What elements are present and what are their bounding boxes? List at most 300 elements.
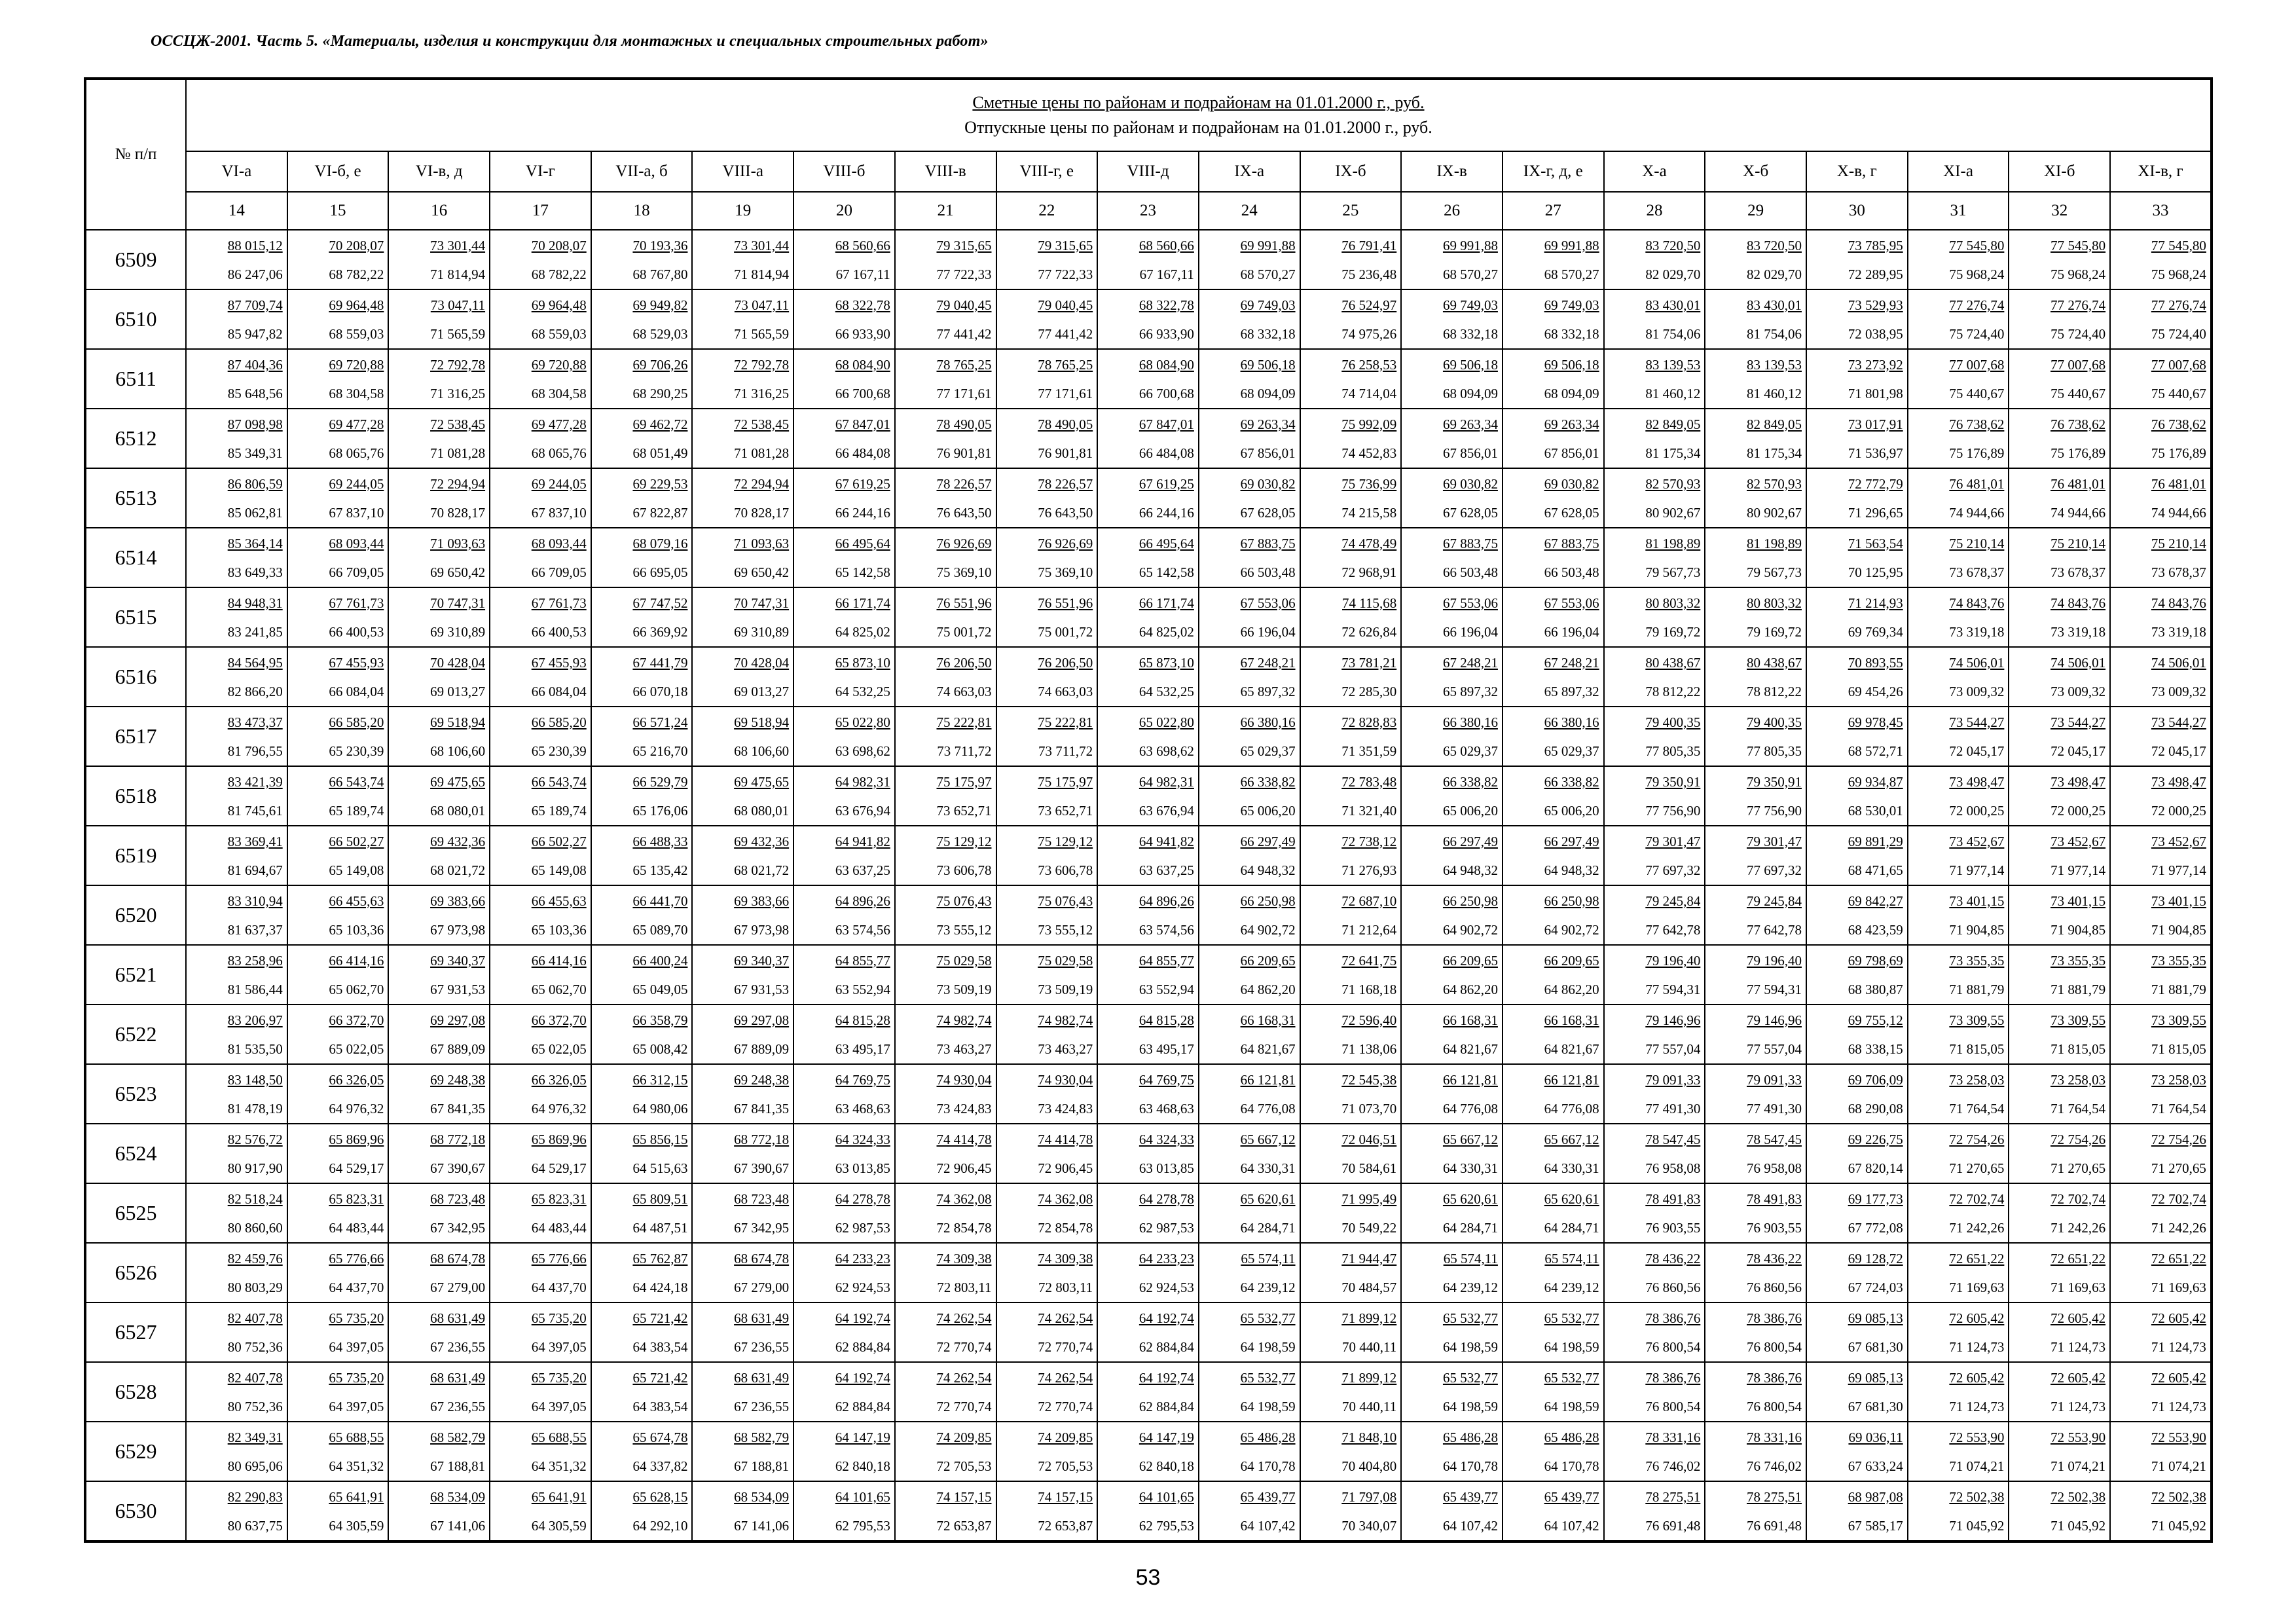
release-price: 80 803,29: [227, 1279, 283, 1295]
price-cell: [1300, 766, 1402, 826]
release-price: 72 854,78: [1038, 1219, 1093, 1236]
release-price: 67 889,09: [734, 1041, 790, 1057]
estimate-price: 74 115,68: [1342, 595, 1397, 611]
release-price: 68 572,71: [1848, 743, 1903, 759]
estimate-price: 83 139,53: [1747, 356, 1802, 373]
price-cell: [895, 230, 996, 289]
price-cell: [793, 409, 895, 468]
release-price: 82 029,70: [1747, 266, 1802, 282]
price-cell: [1806, 826, 1908, 885]
price-cell: [186, 528, 287, 587]
price-cell: [793, 349, 895, 409]
estimate-price: 78 226,57: [936, 475, 992, 492]
estimate-price: 65 762,87: [632, 1250, 688, 1266]
price-cell: [895, 1183, 996, 1243]
table-row: [85, 1243, 2212, 1302]
release-price: 72 968,91: [1341, 564, 1397, 580]
region-header: IX-в: [1401, 151, 1503, 192]
price-cell: [388, 230, 490, 289]
price-cell: [692, 1422, 793, 1481]
release-price: 76 691,48: [1747, 1517, 1802, 1534]
estimate-price: 72 702,74: [2151, 1190, 2206, 1207]
release-price: 65 897,32: [1544, 683, 1599, 699]
release-price: 75 369,10: [936, 564, 992, 580]
price-cell: [287, 1064, 389, 1124]
release-price: 62 884,84: [835, 1398, 890, 1414]
release-price: 76 958,08: [1747, 1160, 1802, 1176]
release-price: 71 270,65: [1949, 1160, 2005, 1176]
price-cell: [692, 587, 793, 647]
release-price: 73 463,27: [936, 1041, 992, 1057]
estimate-price: 68 772,18: [430, 1131, 486, 1147]
price-cell: [591, 826, 693, 885]
release-price: 64 351,32: [531, 1458, 587, 1474]
release-price: 65 029,37: [1240, 743, 1296, 759]
release-price: 62 987,53: [1139, 1219, 1194, 1236]
release-price: 73 652,71: [936, 802, 992, 819]
estimate-price: 87 709,74: [227, 297, 283, 313]
column-number: 28: [1604, 192, 1705, 230]
price-cell: [1097, 1183, 1199, 1243]
release-price: 83 649,33: [227, 564, 283, 580]
row-number: 6520: [85, 885, 186, 945]
estimate-price: 69 477,28: [329, 416, 384, 432]
estimate-price: 74 843,76: [2151, 595, 2206, 611]
release-price: 77 441,42: [1038, 325, 1093, 342]
release-price: 64 170,78: [1240, 1458, 1296, 1474]
price-cell: [1503, 945, 1604, 1005]
row-number: 6528: [85, 1362, 186, 1422]
price-cell: [186, 1005, 287, 1064]
column-number: 17: [490, 192, 591, 230]
price-cell: [1604, 1362, 1705, 1422]
estimate-price: 66 488,33: [632, 833, 688, 849]
price-cell: [287, 1481, 389, 1541]
estimate-price: 71 563,54: [1848, 535, 1903, 551]
release-price: 81 175,34: [1747, 445, 1802, 461]
price-cell: [186, 647, 287, 707]
estimate-price: 73 401,15: [2151, 893, 2206, 909]
price-cell: [287, 1243, 389, 1302]
release-price: 64 292,10: [632, 1517, 688, 1534]
estimate-price: 72 605,42: [2151, 1369, 2206, 1386]
release-price: 75 724,40: [2151, 325, 2206, 342]
price-cell: [186, 885, 287, 945]
column-number: 15: [287, 192, 389, 230]
table-row: [85, 587, 2212, 647]
row-number-header: № п/п: [85, 79, 186, 230]
release-price: 69 650,42: [734, 564, 790, 580]
price-cell: [1300, 409, 1402, 468]
release-price: 64 483,44: [329, 1219, 384, 1236]
estimate-price: 74 414,78: [1038, 1131, 1093, 1147]
price-cell: [1604, 1422, 1705, 1481]
estimate-price: 66 380,16: [1442, 714, 1498, 730]
price-cell: [1097, 528, 1199, 587]
release-price: 73 509,19: [936, 981, 992, 997]
price-cell: [996, 766, 1098, 826]
price-cell: [1300, 1064, 1402, 1124]
estimate-price: 70 893,55: [1848, 654, 1903, 671]
region-header: VI-б, е: [287, 151, 389, 192]
estimate-price: 66 358,79: [632, 1012, 688, 1028]
price-cell: [1604, 409, 1705, 468]
release-price: 64 397,05: [531, 1338, 587, 1355]
estimate-price: 66 168,31: [1544, 1012, 1599, 1028]
region-header: VI-г: [490, 151, 591, 192]
estimate-price: 79 315,65: [936, 237, 992, 253]
estimate-price: 77 276,74: [2151, 297, 2206, 313]
estimate-price: 79 245,84: [1747, 893, 1802, 909]
price-cell: [1401, 1183, 1503, 1243]
price-cell: [2009, 647, 2110, 707]
column-number: 18: [591, 192, 693, 230]
price-cell: [895, 945, 996, 1005]
region-header: VII-а, б: [591, 151, 693, 192]
release-price: 78 812,22: [1645, 683, 1701, 699]
estimate-price: 69 462,72: [632, 416, 688, 432]
estimate-price: 69 263,34: [1240, 416, 1296, 432]
row-number: 6515: [85, 587, 186, 647]
price-cell: [287, 647, 389, 707]
estimate-price: 68 534,09: [430, 1488, 486, 1505]
estimate-price: 69 263,34: [1442, 416, 1498, 432]
estimate-price: 77 545,80: [2151, 237, 2206, 253]
release-price: 69 454,26: [1848, 683, 1903, 699]
estimate-price: 69 226,75: [1848, 1131, 1903, 1147]
release-price: 72 705,53: [936, 1458, 992, 1474]
row-number: 6513: [85, 468, 186, 528]
price-cell: [1401, 289, 1503, 349]
price-cell: [2009, 766, 2110, 826]
estimate-price: 84 564,95: [227, 654, 283, 671]
price-cell: [1604, 885, 1705, 945]
price-cell: [591, 1064, 693, 1124]
table-row: [85, 766, 2212, 826]
release-price: 67 342,95: [734, 1219, 790, 1236]
price-cell: [186, 289, 287, 349]
estimate-price: 66 380,16: [1544, 714, 1599, 730]
release-price: 64 862,20: [1544, 981, 1599, 997]
price-cell: [2110, 1481, 2212, 1541]
price-cell: [1097, 1302, 1199, 1362]
release-price: 67 390,67: [430, 1160, 486, 1176]
release-price: 72 906,45: [1038, 1160, 1093, 1176]
release-price: 77 171,61: [936, 385, 992, 401]
price-cell: [1097, 587, 1199, 647]
price-cell: [1908, 1064, 2009, 1124]
release-price: 64 305,59: [329, 1517, 384, 1534]
release-price: 63 013,85: [1139, 1160, 1194, 1176]
estimate-price: 73 781,21: [1341, 654, 1397, 671]
price-cell: [287, 528, 389, 587]
release-price: 68 471,65: [1848, 862, 1903, 878]
release-price: 81 460,12: [1645, 385, 1701, 401]
estimate-price: 65 532,77: [1240, 1310, 1296, 1326]
estimate-price: 78 226,57: [1038, 475, 1093, 492]
release-price: 73 009,32: [2151, 683, 2206, 699]
estimate-price: 69 949,82: [632, 297, 688, 313]
price-cell: [388, 945, 490, 1005]
price-cell: [2009, 1302, 2110, 1362]
release-price: 71 815,05: [1949, 1041, 2005, 1057]
price-cell: [591, 647, 693, 707]
estimate-price: 66 502,27: [531, 833, 587, 849]
estimate-price: 73 544,27: [1949, 714, 2005, 730]
table-row: [85, 1422, 2212, 1481]
price-cell: [388, 289, 490, 349]
price-cell: [895, 826, 996, 885]
price-cell: [895, 707, 996, 766]
estimate-price: 77 276,74: [1949, 297, 2005, 313]
release-price: 73 009,32: [1949, 683, 2005, 699]
release-price: 68 570,27: [1240, 266, 1296, 282]
release-price: 65 189,74: [329, 802, 384, 819]
release-price: 64 529,17: [531, 1160, 587, 1176]
estimate-price: 65 532,77: [1544, 1310, 1599, 1326]
price-cell: [996, 826, 1098, 885]
estimate-price: 82 570,93: [1645, 475, 1701, 492]
price-cell: [1300, 289, 1402, 349]
release-price: 70 828,17: [430, 504, 486, 521]
price-cell: [490, 1243, 591, 1302]
estimate-price: 65 823,31: [329, 1190, 384, 1207]
price-cell: [186, 1362, 287, 1422]
price-cell: [1401, 1005, 1503, 1064]
estimate-price: 83 430,01: [1747, 297, 1802, 313]
price-cell: [1806, 1362, 1908, 1422]
column-number: 30: [1806, 192, 1908, 230]
price-cell: [793, 885, 895, 945]
estimate-price: 73 355,35: [2050, 952, 2106, 969]
estimate-price: 83 148,50: [227, 1071, 283, 1088]
release-price: 67 889,09: [430, 1041, 486, 1057]
price-cell: [1401, 1362, 1503, 1422]
release-price: 67 188,81: [734, 1458, 790, 1474]
price-cell: [1300, 230, 1402, 289]
release-price: 72 803,11: [1038, 1279, 1093, 1295]
price-cell: [1097, 647, 1199, 707]
estimate-price: 79 315,65: [1038, 237, 1093, 253]
price-cell: [1806, 1124, 1908, 1183]
release-price: 77 594,31: [1747, 981, 1802, 997]
price-cell: [1806, 1481, 1908, 1541]
estimate-price: 68 674,78: [734, 1250, 790, 1266]
release-price: 64 397,05: [329, 1338, 384, 1355]
price-cell: [1097, 1243, 1199, 1302]
estimate-price: 66 250,98: [1240, 893, 1296, 909]
estimate-price: 69 706,09: [1848, 1071, 1903, 1088]
row-number: 6529: [85, 1422, 186, 1481]
release-price: 64 862,20: [1442, 981, 1498, 997]
release-price: 66 933,90: [835, 325, 890, 342]
release-price: 66 709,05: [329, 564, 384, 580]
estimate-price: 73 273,92: [1848, 356, 1903, 373]
price-cell: [1199, 230, 1300, 289]
release-price: 75 236,48: [1341, 266, 1397, 282]
release-price: 70 125,95: [1848, 564, 1903, 580]
release-price: 62 795,53: [835, 1517, 890, 1534]
price-cell: [996, 1362, 1098, 1422]
estimate-price: 73 309,55: [2050, 1012, 2106, 1028]
estimate-price: 65 641,91: [329, 1488, 384, 1505]
estimate-price: 73 498,47: [2151, 773, 2206, 790]
price-cell: [1604, 826, 1705, 885]
release-price: 74 944,66: [2151, 504, 2206, 521]
estimate-price: 67 747,52: [632, 595, 688, 611]
price-cell: [1908, 349, 2009, 409]
price-cell: [1908, 885, 2009, 945]
estimate-price: 72 596,40: [1341, 1012, 1397, 1028]
estimate-price: 68 631,49: [734, 1369, 790, 1386]
row-number: 6524: [85, 1124, 186, 1183]
price-cell: [186, 230, 287, 289]
estimate-price: 76 738,62: [1949, 416, 2005, 432]
price-cell: [1300, 349, 1402, 409]
price-cell: [1401, 647, 1503, 707]
estimate-price: 64 941,82: [1139, 833, 1194, 849]
price-cell: [388, 826, 490, 885]
release-price: 66 070,18: [632, 683, 688, 699]
release-price: 71 881,79: [2151, 981, 2206, 997]
release-price: 70 584,61: [1341, 1160, 1397, 1176]
price-cell: [692, 1481, 793, 1541]
estimate-price: 65 486,28: [1442, 1429, 1498, 1445]
release-price: 62 884,84: [1139, 1338, 1194, 1355]
release-price: 68 332,18: [1240, 325, 1296, 342]
estimate-price: 66 495,64: [1139, 535, 1194, 551]
estimate-price: 82 576,72: [227, 1131, 283, 1147]
estimate-price: 69 720,88: [329, 356, 384, 373]
estimate-price: 76 206,50: [936, 654, 992, 671]
estimate-price: 83 206,97: [227, 1012, 283, 1028]
price-cell: [1401, 1124, 1503, 1183]
price-cell: [793, 1481, 895, 1541]
release-price: 65 230,39: [329, 743, 384, 759]
release-caption: Отпускные цены по районам и подрайонам на 01.01.2000 г., руб.: [964, 118, 1432, 137]
estimate-price: 65 735,20: [531, 1310, 587, 1326]
release-price: 64 239,12: [1442, 1279, 1498, 1295]
release-price: 72 770,74: [1038, 1338, 1093, 1355]
release-price: 76 643,50: [1038, 504, 1093, 521]
price-cell: [591, 885, 693, 945]
release-price: 68 065,76: [329, 445, 384, 461]
release-price: 65 006,20: [1442, 802, 1498, 819]
release-price: 71 045,92: [1949, 1517, 2005, 1534]
release-price: 64 383,54: [632, 1398, 688, 1414]
release-price: 64 198,59: [1544, 1338, 1599, 1355]
estimate-price: 78 331,16: [1747, 1429, 1802, 1445]
release-price: 73 009,32: [2050, 683, 2106, 699]
price-cell: [1806, 707, 1908, 766]
release-price: 68 290,25: [632, 385, 688, 401]
estimate-price: 65 776,66: [329, 1250, 384, 1266]
release-price: 77 171,61: [1038, 385, 1093, 401]
estimate-price: 76 206,50: [1038, 654, 1093, 671]
release-price: 65 149,08: [329, 862, 384, 878]
release-price: 71 124,73: [1949, 1338, 2005, 1355]
price-cell: [1097, 1005, 1199, 1064]
price-cell: [186, 409, 287, 468]
estimate-price: 69 506,18: [1240, 356, 1296, 373]
release-price: 73 424,83: [936, 1100, 992, 1116]
release-price: 66 400,53: [329, 623, 384, 640]
estimate-price: 73 529,93: [1848, 297, 1903, 313]
price-cell: [2110, 528, 2212, 587]
price-cell: [895, 349, 996, 409]
estimate-price: 72 294,94: [430, 475, 486, 492]
release-price: 67 628,05: [1240, 504, 1296, 521]
release-price: 68 021,72: [734, 862, 790, 878]
estimate-price: 77 545,80: [1949, 237, 2005, 253]
release-price: 63 468,63: [835, 1100, 890, 1116]
price-cell: [2009, 528, 2110, 587]
row-number: 6525: [85, 1183, 186, 1243]
estimate-price: 67 455,93: [531, 654, 587, 671]
price-cell: [1097, 945, 1199, 1005]
estimate-price: 75 210,14: [1949, 535, 2005, 551]
release-price: 67 141,06: [734, 1517, 790, 1534]
price-cell: [1300, 707, 1402, 766]
region-header: VIII-д: [1097, 151, 1199, 192]
release-price: 73 555,12: [936, 921, 992, 938]
release-price: 74 714,04: [1341, 385, 1397, 401]
release-price: 76 800,54: [1747, 1398, 1802, 1414]
estimate-price: 80 438,67: [1645, 654, 1701, 671]
release-price: 65 135,42: [632, 862, 688, 878]
price-cell: [692, 1064, 793, 1124]
release-price: 64 821,67: [1544, 1041, 1599, 1057]
estimate-price: 67 248,21: [1544, 654, 1599, 671]
price-cell: [388, 707, 490, 766]
estimate-price: 79 350,91: [1747, 773, 1802, 790]
estimate-price: 65 486,28: [1544, 1429, 1599, 1445]
release-price: 73 678,37: [2151, 564, 2206, 580]
price-cell: [692, 885, 793, 945]
release-price: 71 904,85: [1949, 921, 2005, 938]
price-cell: [1503, 587, 1604, 647]
region-header: X-б: [1705, 151, 1806, 192]
release-price: 76 746,02: [1645, 1458, 1701, 1474]
price-cell: [1503, 1005, 1604, 1064]
release-price: 74 944,66: [1949, 504, 2005, 521]
estimate-price: 74 362,08: [936, 1190, 992, 1207]
price-cell: [996, 528, 1098, 587]
price-cell: [1908, 766, 2009, 826]
row-number: 6526: [85, 1243, 186, 1302]
price-cell: [2009, 587, 2110, 647]
estimate-price: 78 275,51: [1645, 1488, 1701, 1505]
price-cell: [1300, 1302, 1402, 1362]
release-price: 81 745,61: [227, 802, 283, 819]
release-price: 68 338,15: [1848, 1041, 1903, 1057]
release-price: 63 698,62: [1139, 743, 1194, 759]
price-cell: [1503, 1243, 1604, 1302]
price-cell: [1199, 647, 1300, 707]
region-header: VIII-а: [692, 151, 793, 192]
release-price: 67 837,10: [531, 504, 587, 521]
price-cell: [1401, 230, 1503, 289]
release-price: 71 977,14: [1949, 862, 2005, 878]
estimate-price: 73 452,67: [2050, 833, 2106, 849]
release-price: 75 440,67: [2151, 385, 2206, 401]
price-cell: [2110, 1243, 2212, 1302]
estimate-price: 79 301,47: [1747, 833, 1802, 849]
price-cell: [1300, 528, 1402, 587]
estimate-price: 66 121,81: [1442, 1071, 1498, 1088]
price-cell: [591, 1481, 693, 1541]
price-cell: [1908, 647, 2009, 707]
